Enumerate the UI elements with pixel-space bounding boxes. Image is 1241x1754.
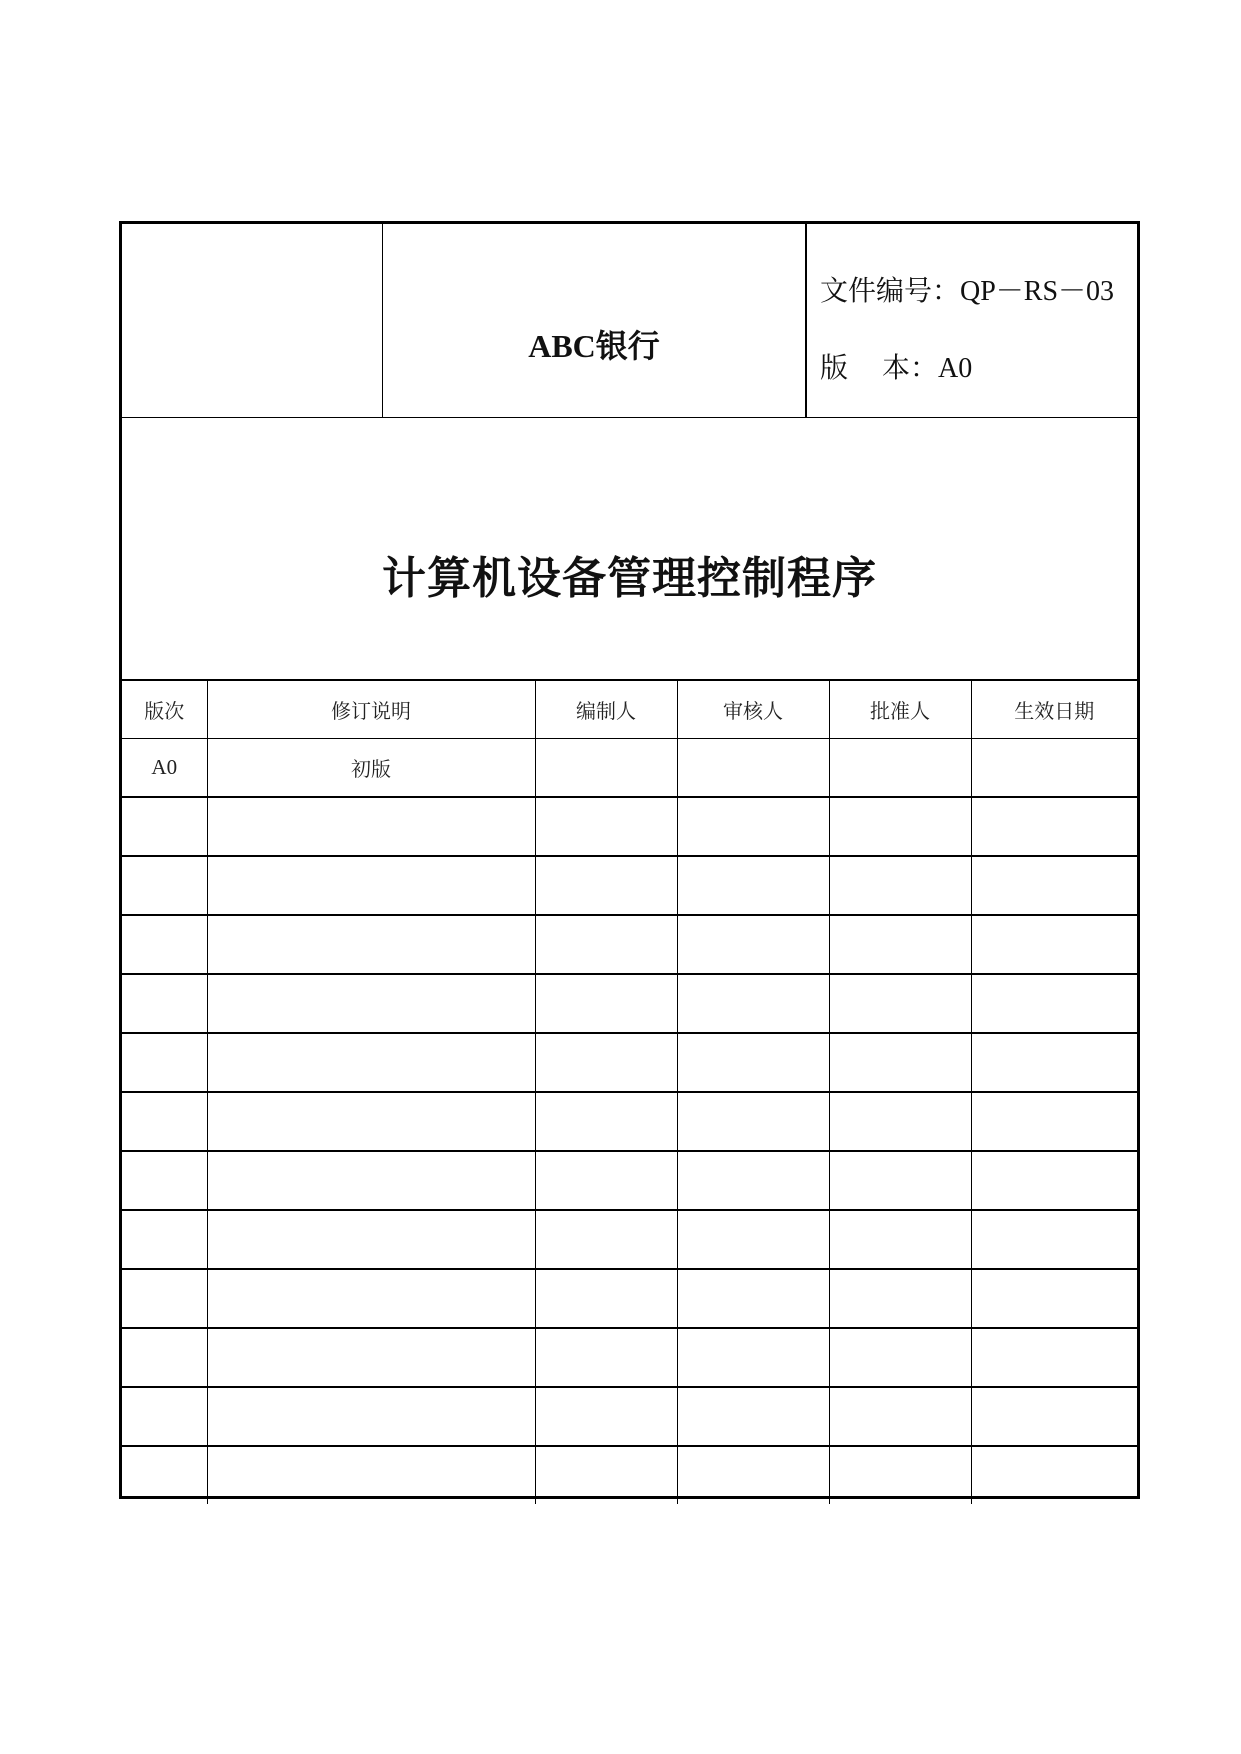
table-row <box>122 915 1137 974</box>
cell-author <box>535 739 677 798</box>
column-header-reviewer: 审核人 <box>677 681 829 739</box>
cell-effective-date <box>971 1033 1137 1092</box>
cell-reviewer <box>677 1210 829 1269</box>
cell-approver <box>829 915 971 974</box>
table-row <box>122 1092 1137 1151</box>
column-header-author: 编制人 <box>535 681 677 739</box>
cell-author <box>535 1446 677 1504</box>
cell-effective-date <box>971 1446 1137 1504</box>
table-row <box>122 1269 1137 1328</box>
cell-author <box>535 974 677 1033</box>
cell-effective-date <box>971 739 1137 798</box>
cell-author <box>535 797 677 856</box>
table-row <box>122 739 1137 798</box>
cell-effective-date <box>971 797 1137 856</box>
cell-author <box>535 1328 677 1387</box>
cell-version <box>122 1269 207 1328</box>
table-row <box>122 1151 1137 1210</box>
document-cover-frame <box>119 221 1140 1499</box>
cell-reviewer <box>677 1328 829 1387</box>
document-title: 计算机设备管理控制程序 <box>382 553 877 604</box>
document-number-label: 文件编号： <box>820 276 961 307</box>
version-value: A0 <box>938 353 973 384</box>
cell-author <box>535 1210 677 1269</box>
cell-approver <box>829 856 971 915</box>
cell-approver <box>829 1033 971 1092</box>
cell-version: A0 <box>122 739 207 798</box>
column-header-effective-date: 生效日期 <box>971 681 1137 739</box>
table-row <box>122 856 1137 915</box>
cell-version <box>122 856 207 915</box>
cell-description <box>207 856 535 915</box>
cell-version <box>122 797 207 856</box>
cell-reviewer <box>677 974 829 1033</box>
document-number-value: QP－RS－03 <box>960 276 1115 307</box>
cell-version <box>122 974 207 1033</box>
cell-effective-date <box>971 856 1137 915</box>
cell-approver <box>829 1092 971 1151</box>
bank-name-cell <box>383 224 807 417</box>
cell-version <box>122 1092 207 1151</box>
cell-reviewer <box>677 1446 829 1504</box>
document-version <box>820 353 972 385</box>
cell-reviewer <box>677 1033 829 1092</box>
table-row <box>122 1210 1137 1269</box>
cell-description <box>207 974 535 1033</box>
cell-effective-date <box>971 1269 1137 1328</box>
cell-effective-date <box>971 1210 1137 1269</box>
cell-effective-date <box>971 1328 1137 1387</box>
cell-approver <box>829 1269 971 1328</box>
cell-author <box>535 856 677 915</box>
logo-cell <box>122 224 383 417</box>
cell-reviewer <box>677 739 829 798</box>
document-header <box>122 224 1137 418</box>
table-row <box>122 1387 1137 1446</box>
table-row <box>122 1446 1137 1504</box>
revision-table <box>122 681 1137 1504</box>
cell-author <box>535 915 677 974</box>
title-section <box>122 418 1137 681</box>
cell-description: 初版 <box>207 739 535 798</box>
cell-effective-date <box>971 1151 1137 1210</box>
table-row <box>122 1328 1137 1387</box>
cell-approver <box>829 797 971 856</box>
column-header-version: 版次 <box>122 681 207 739</box>
cell-reviewer <box>677 1387 829 1446</box>
cell-author <box>535 1092 677 1151</box>
column-header-description: 修订说明 <box>207 681 535 739</box>
cell-effective-date <box>971 974 1137 1033</box>
cell-reviewer <box>677 1269 829 1328</box>
cell-description <box>207 1269 535 1328</box>
table-header-row <box>122 681 1137 739</box>
table-row <box>122 1033 1137 1092</box>
cell-author <box>535 1387 677 1446</box>
cell-description <box>207 915 535 974</box>
cell-effective-date <box>971 915 1137 974</box>
table-row <box>122 974 1137 1033</box>
cell-description <box>207 797 535 856</box>
cell-description <box>207 1092 535 1151</box>
document-number <box>820 276 1114 308</box>
cell-reviewer <box>677 856 829 915</box>
version-label: 版 本： <box>820 353 939 384</box>
document-info-cell <box>807 224 1137 417</box>
cell-version <box>122 1328 207 1387</box>
bank-name: ABC银行 <box>528 328 660 364</box>
cell-version <box>122 1387 207 1446</box>
table-row <box>122 797 1137 856</box>
cell-description <box>207 1151 535 1210</box>
cell-approver <box>829 739 971 798</box>
cell-reviewer <box>677 1092 829 1151</box>
cell-version <box>122 915 207 974</box>
cell-approver <box>829 1328 971 1387</box>
column-header-approver: 批准人 <box>829 681 971 739</box>
cell-approver <box>829 1210 971 1269</box>
cell-description <box>207 1210 535 1269</box>
cell-reviewer <box>677 915 829 974</box>
cell-approver <box>829 1446 971 1504</box>
cell-version <box>122 1033 207 1092</box>
cell-version <box>122 1446 207 1504</box>
cell-effective-date <box>971 1387 1137 1446</box>
cell-reviewer <box>677 1151 829 1210</box>
cell-author <box>535 1033 677 1092</box>
cell-approver <box>829 1151 971 1210</box>
cell-description <box>207 1033 535 1092</box>
cell-version <box>122 1210 207 1269</box>
cell-reviewer <box>677 797 829 856</box>
cell-approver <box>829 1387 971 1446</box>
cell-description <box>207 1446 535 1504</box>
cell-author <box>535 1269 677 1328</box>
cell-author <box>535 1151 677 1210</box>
cell-description <box>207 1387 535 1446</box>
cell-description <box>207 1328 535 1387</box>
cell-effective-date <box>971 1092 1137 1151</box>
cell-version <box>122 1151 207 1210</box>
cell-approver <box>829 974 971 1033</box>
